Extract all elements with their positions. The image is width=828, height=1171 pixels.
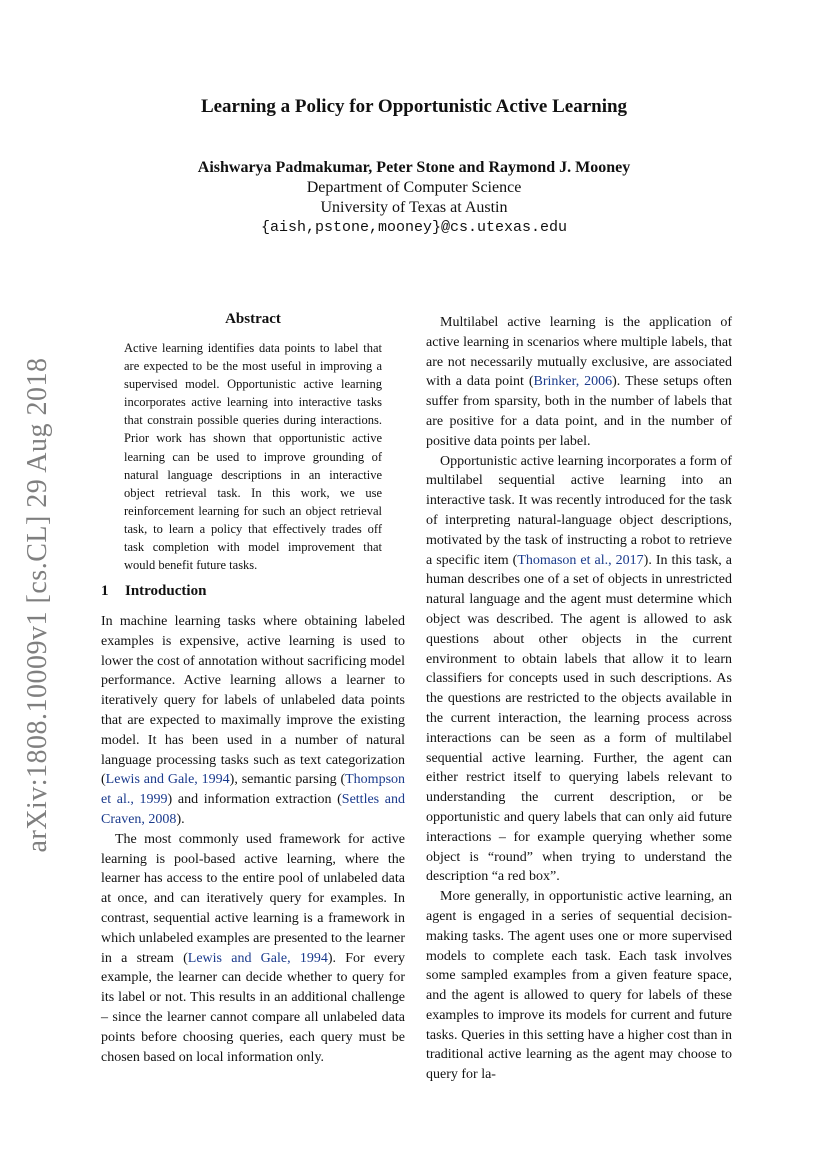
citation-link[interactable]: Settles and Craven, 2008 [101, 792, 406, 827]
paragraph-general: More generally, in opportunistic active learning, an agent is engaged in a series of sequential decision-making tasks. The agent uses one or more supervised models to complete each task. Each task involves some sampled examples from a given feature space, and the agent is allowed to query for labels of these examples to improve its models for current and future tasks. Queries in this setting have a higher cost than in traditional active learning as the agent may choose to query for la- [426, 889, 732, 1083]
citation-link[interactable]: Thompson et al., 1999 [101, 772, 406, 808]
abstract-heading: Abstract [225, 311, 281, 327]
section-number: 1 [101, 583, 109, 599]
paragraph-opportunistic: Opportunistic active learning incorporates a form of multilabel sequential active learning into an interactive task. It was recently introduced for the task of interpreting natural-language object descriptions, motivated by the task of instructing a robot to retrieve a specific item (Thomason et al., 2017). In this task, a human describes one of a set of objects in unrestricted natural language and the agent must determine which object was described. The agent is allowed to ask questions about other objects in the current environment to obtain labels that allow it to learn classifiers for concepts used in such descriptions. As the questions are restricted to the objects available in the current interaction, the learning process across interactions can be seen as a form of multilabel sequential active learning. Further, the agent can either restrict itself to querying labels relevant to understanding the current description, or be opportunistic and query labels that can only aid future interactions – for example querying whether some object is “round” when trying to understand the description “a red box”. [426, 453, 732, 885]
paper-title: Learning a Policy for Opportunistic Active Learning [200, 96, 628, 117]
citation-link[interactable]: Thomason et al., 2017 [517, 552, 644, 568]
section-title: Introduction [125, 583, 207, 599]
author-email: {aish,pstone,mooney}@cs.utexas.edu [260, 219, 568, 236]
citation-link[interactable]: Lewis and Gale, 1994 [187, 950, 328, 966]
paragraph-intro-1: In machine learning tasks where obtaining labeled examples is expensive, active learning is used to lower the cost of annotation without sacrificing model performance. Active learning allows a learner to iteratively query for labels of unlabeled data points that are expected to maximally improve the existing model. It has been used in a number of natural language processing tasks such as text categorization (Lewis and Gale, 1994), semantic parsing (Thompson et al., 1999) and information extraction (Settles and Craven, 2008). [101, 614, 406, 827]
citation-link[interactable]: Lewis and Gale, 1994 [105, 772, 230, 788]
affiliation-department: Department of Computer Science [306, 179, 522, 196]
arxiv-sidebar [18, 355, 58, 855]
author-names: Aishwarya Padmakumar, Peter Stone and Raymond J. Mooney [197, 159, 631, 176]
citation-link[interactable]: Brinker, 2006 [533, 374, 613, 390]
paragraph-multilabel: Multilabel active learning is the application of active learning in scenarios where multiple labels, that are not necessarily mutually exclusive, are associated with a data point (Brinker, 2006). These setups often suffer from sparsity, both in the number of labels that are positive for a data point, and in the number of positive data points per label. [426, 315, 732, 449]
paragraph-intro-2: The most commonly used framework for active learning is pool-based active learning, where the learner has access to the entire pool of unlabeled data at once, and can iteratively query for examples. In contrast, sequential active learning is a framework in which unlabeled examples are presented to the learner in a stream (Lewis and Gale, 1994). For every example, the learner can decide whether to query for its label or not. This results in an additional challenge – since the learner cannot compare all unlabeled data points before choosing queries, each query must be chosen based on local information only. [101, 831, 405, 1065]
section-heading [101, 583, 206, 600]
left-column [101, 612, 405, 1067]
abstract-text: Active learning identifies data points to label that are expected to be the most useful in improving a supervised model. Opportunistic active learning incorporates active learning into interactive tasks that constrain possible queries during interactions. Prior work has shown that opportunistic active learning can be used to improve grounding of natural language descriptions in an interactive object retrieval task. In this work, we use reinforcement learning for such an object retrieval task, to learn a policy that effectively trades off task completion with model improvement that would benefit future tasks. [124, 341, 382, 573]
affiliation-university: University of Texas at Austin [320, 199, 508, 216]
arxiv-identifier: arXiv:1808.10009v1 [cs.CL] 29 Aug 2018 [22, 357, 53, 853]
author-block [0, 158, 828, 238]
right-column [426, 313, 732, 1085]
